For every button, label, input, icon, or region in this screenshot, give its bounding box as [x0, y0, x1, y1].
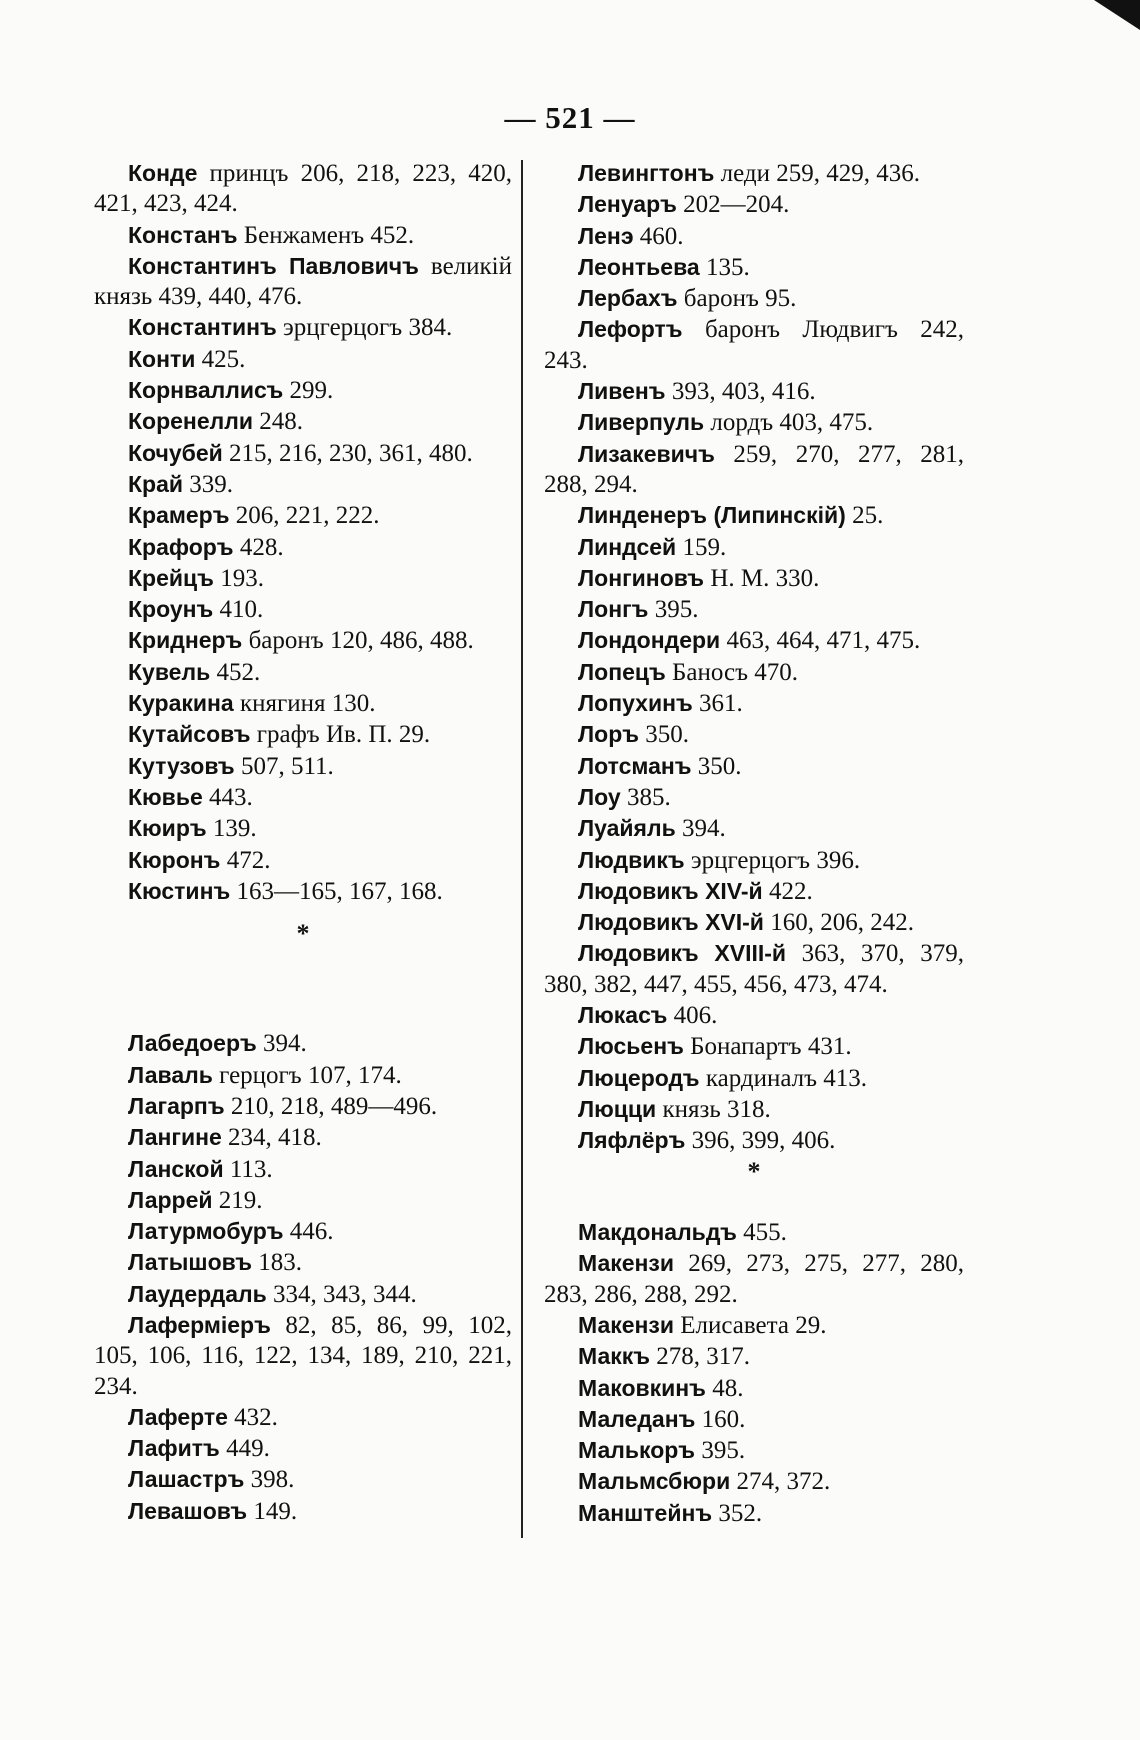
entry-pages: 193.	[213, 564, 264, 592]
index-entry	[544, 845, 964, 876]
index-entry	[94, 845, 512, 876]
entry-pages: Бенжаменъ 452.	[237, 221, 415, 249]
index-entry	[94, 344, 512, 375]
index-entry	[544, 376, 964, 407]
index-entry	[94, 469, 512, 500]
entry-name: Людвикъ	[578, 846, 685, 873]
entry-name: Лаферте	[128, 1403, 228, 1430]
entry-pages: 339.	[183, 470, 234, 498]
entry-pages: 82, 85, 86, 99, 102, 105, 106, 116, 122, 134, 189, 210, 221, 234.	[94, 1311, 512, 1400]
entry-pages: 234, 418.	[221, 1124, 322, 1152]
entry-pages: 385.	[620, 783, 671, 811]
entry-pages: принцъ 206, 218, 223, 420, 421, 423, 424.	[94, 160, 512, 218]
entry-pages: 455.	[736, 1219, 787, 1247]
entry-pages: 472.	[220, 846, 271, 874]
entry-pages: княгиня 130.	[233, 690, 376, 718]
entry-pages: 159.	[676, 533, 727, 561]
entry-name: Макдональдъ	[578, 1219, 737, 1246]
index-entry	[544, 657, 964, 688]
entry-pages: Н. М. 330.	[704, 564, 820, 592]
entry-name: Лашастръ	[128, 1466, 245, 1493]
entry-pages: 393, 403, 416.	[665, 378, 816, 406]
entry-pages: 219.	[212, 1186, 263, 1214]
index-entry	[544, 1466, 964, 1497]
entry-pages: 394.	[675, 815, 726, 843]
index-entry	[544, 688, 964, 719]
entry-name: Куракина	[128, 690, 234, 717]
index-entry	[544, 1217, 964, 1248]
entry-pages: 352.	[712, 1499, 763, 1527]
entry-pages: леди 259, 429, 436.	[714, 160, 920, 187]
entry-name: Люкасъ	[578, 1002, 668, 1029]
entry-pages: эрцгерцогъ 396.	[684, 846, 861, 874]
index-entry	[544, 1063, 964, 1094]
entry-name: Макензи	[578, 1250, 674, 1277]
index-entry	[94, 688, 512, 719]
index-entry	[94, 563, 512, 594]
index-entry	[544, 751, 964, 782]
entry-pages: 278, 317.	[650, 1343, 751, 1371]
entry-pages: 410.	[213, 596, 264, 624]
index-entry	[544, 1373, 964, 1404]
index-entry	[544, 1125, 964, 1156]
index-entry	[544, 1498, 964, 1529]
entry-name: Кутайсовъ	[128, 721, 251, 748]
entry-pages: 149.	[247, 1497, 298, 1525]
index-entry	[544, 876, 964, 907]
index-entry	[544, 782, 964, 813]
index-entry	[94, 657, 512, 688]
entry-name: Лагарпъ	[128, 1092, 225, 1119]
index-entry	[94, 438, 512, 469]
entry-pages: баронъ 95.	[677, 285, 797, 313]
index-entry	[544, 1000, 964, 1031]
left-column	[94, 158, 512, 1527]
index-group-k	[94, 158, 512, 907]
entry-pages: 432.	[227, 1403, 278, 1431]
entry-pages: 274, 372.	[730, 1468, 831, 1496]
entry-pages: герцогъ 107, 174.	[212, 1061, 402, 1089]
entry-pages: 446.	[283, 1218, 334, 1246]
entry-name: Лабедоеръ	[128, 1030, 257, 1057]
section-separator: *	[296, 919, 310, 949]
entry-pages: 248.	[252, 408, 303, 436]
entry-name: Кювье	[128, 783, 203, 810]
entry-name: Маледанъ	[578, 1405, 696, 1432]
entry-name: Конти	[128, 345, 196, 372]
entry-name: Лопухинъ	[578, 690, 693, 717]
entry-pages: 422.	[762, 877, 813, 905]
entry-name: Малькоръ	[578, 1437, 696, 1464]
entry-name: Кочубей	[128, 439, 223, 466]
entry-name: Манштейнъ	[578, 1499, 713, 1526]
index-entry	[94, 1402, 512, 1433]
entry-pages: 361.	[692, 690, 743, 718]
entry-name: Лаферміеръ	[128, 1311, 271, 1338]
entry-name: Люсьенъ	[578, 1033, 684, 1060]
entry-name: Лизакевичъ	[578, 440, 715, 467]
entry-pages: лордъ 403, 475.	[704, 409, 874, 437]
index-entry	[94, 876, 512, 907]
entry-name: Лаудердаль	[128, 1280, 267, 1307]
entry-name: Кроунъ	[128, 596, 214, 623]
entry-name: Левашовъ	[128, 1497, 248, 1524]
index-entry	[544, 252, 964, 283]
index-entry	[544, 1248, 964, 1310]
index-entry	[94, 220, 512, 251]
entry-name: Криднеръ	[128, 627, 243, 654]
index-entry	[94, 782, 512, 813]
entry-name: Константинъ	[128, 314, 277, 341]
entry-pages: кардиналъ 413.	[699, 1064, 868, 1092]
entry-pages: 398.	[244, 1466, 295, 1494]
entry-name: Крамеръ	[128, 502, 230, 529]
entry-pages: 395.	[648, 596, 699, 624]
index-entry	[544, 1031, 964, 1062]
index-entry	[544, 189, 964, 220]
entry-name: Леонтьева	[578, 253, 700, 280]
entry-pages: баронъ 120, 486, 488.	[242, 627, 474, 655]
entry-name: Лангине	[128, 1124, 222, 1151]
entry-name: Ларрей	[128, 1186, 213, 1213]
entry-name: Люцци	[578, 1095, 657, 1122]
entry-name: Констанъ	[128, 221, 238, 248]
entry-pages: князь 318.	[656, 1095, 771, 1123]
entry-name: Ливерпуль	[578, 409, 705, 436]
entry-pages: Елисавета 29.	[674, 1311, 827, 1339]
index-entry	[544, 563, 964, 594]
entry-pages: 139.	[206, 815, 257, 843]
index-entry	[94, 1154, 512, 1185]
entry-name: Константинъ Павловичъ	[128, 252, 419, 279]
entry-pages: эрцгерцогъ 384.	[276, 314, 453, 342]
entry-pages: 160.	[695, 1405, 746, 1433]
entry-pages: 299.	[283, 377, 334, 405]
index-entry	[94, 1247, 512, 1278]
index-entry	[544, 439, 964, 501]
entry-pages: 135.	[699, 253, 750, 281]
index-entry	[544, 221, 964, 252]
index-entry	[544, 500, 964, 531]
index-entry	[544, 1435, 964, 1466]
entry-name: Лотсманъ	[578, 752, 692, 779]
index-entry	[94, 1310, 512, 1402]
entry-name: Ляфлёръ	[578, 1127, 686, 1154]
entry-name: Лаваль	[128, 1061, 213, 1088]
entry-pages: 160, 206, 242.	[763, 909, 914, 937]
index-entry	[94, 1496, 512, 1527]
page-number: — 521 —	[504, 100, 636, 135]
index-entry	[544, 1341, 964, 1372]
entry-pages: графъ Ив. П. 29.	[250, 721, 431, 749]
entry-name: Ланской	[128, 1155, 224, 1182]
index-entry	[94, 751, 512, 782]
entry-pages: 215, 216, 230, 361, 480.	[222, 439, 473, 467]
index-entry	[94, 1122, 512, 1153]
entry-name: Мальмсбюри	[578, 1468, 731, 1495]
entry-name: Кюиръ	[128, 815, 207, 842]
index-entry	[544, 314, 964, 376]
index-entry	[544, 719, 964, 750]
entry-pages: 463, 464, 471, 475.	[720, 627, 921, 655]
entry-pages: 449.	[219, 1435, 270, 1463]
entry-name: Линденеръ (Липинскій)	[578, 502, 846, 529]
entry-pages: 425.	[195, 345, 246, 373]
index-entry	[544, 1404, 964, 1435]
entry-name: Лефортъ	[578, 316, 683, 343]
index-entry	[94, 312, 512, 343]
index-entry	[544, 158, 964, 189]
entry-name: Кувель	[128, 658, 211, 685]
entry-pages: 452.	[210, 658, 261, 686]
index-entry	[544, 532, 964, 563]
entry-pages: 113.	[223, 1155, 273, 1183]
index-entry	[544, 938, 964, 1000]
entry-pages: Баносъ 470.	[665, 658, 799, 686]
entry-name: Лондондери	[578, 627, 721, 654]
entry-pages: 25.	[845, 502, 884, 530]
index-entry	[94, 158, 512, 220]
entry-pages: 202—204.	[676, 191, 790, 219]
entry-name: Маккъ	[578, 1343, 651, 1370]
entry-pages: 210, 218, 489—496.	[224, 1092, 438, 1120]
entry-name: Корнваллисъ	[128, 377, 284, 404]
entry-name: Край	[128, 470, 184, 497]
entry-pages: 259, 270, 277, 281, 288, 294.	[544, 440, 964, 498]
entry-name: Лоръ	[578, 721, 640, 748]
entry-pages: 334, 343, 344.	[266, 1280, 417, 1308]
scan-corner-mark	[1094, 0, 1140, 30]
index-group-m	[544, 1217, 964, 1529]
index-group-l-continued	[544, 158, 964, 1157]
entry-pages: 350.	[691, 752, 742, 780]
index-entry	[94, 1464, 512, 1495]
index-entry	[94, 406, 512, 437]
entry-name: Левингтонъ	[578, 160, 715, 186]
entry-name: Людовикъ XVIII-й	[578, 940, 787, 967]
entry-name: Лафитъ	[128, 1435, 220, 1462]
entry-name: Лоу	[578, 783, 621, 810]
index-entry	[94, 500, 512, 531]
entry-name: Людовикъ XVI-й	[578, 909, 764, 936]
index-entry	[544, 1310, 964, 1341]
entry-pages: великій князь 439, 440, 476.	[94, 252, 512, 311]
entry-pages: 350.	[639, 721, 690, 749]
entry-name: Латышовъ	[128, 1249, 252, 1276]
index-entry	[94, 251, 512, 313]
entry-pages: 48.	[705, 1374, 744, 1402]
index-entry	[94, 375, 512, 406]
entry-name: Лопецъ	[578, 658, 666, 685]
entry-pages: 428.	[233, 533, 284, 561]
index-entry	[94, 1216, 512, 1247]
index-entry	[94, 1060, 512, 1091]
index-group-l	[94, 1028, 512, 1527]
entry-pages: Бонапартъ 431.	[683, 1033, 852, 1061]
index-entry	[94, 719, 512, 750]
entry-pages: 406.	[667, 1002, 718, 1030]
entry-name: Лонгиновъ	[578, 564, 705, 591]
entry-name: Кутузовъ	[128, 752, 235, 779]
index-entry	[544, 283, 964, 314]
entry-name: Люцеродъ	[578, 1064, 700, 1091]
entry-pages: 163—165, 167, 168.	[230, 877, 443, 905]
entry-name: Кюстинъ	[128, 877, 231, 904]
entry-pages: 206, 221, 222.	[229, 502, 380, 530]
entry-pages: баронъ Людвигъ 242, 243.	[544, 316, 964, 374]
entry-name: Линдсей	[578, 533, 677, 560]
index-entry	[544, 907, 964, 938]
entry-name: Латурмобуръ	[128, 1218, 284, 1245]
index-entry	[94, 625, 512, 656]
index-entry	[94, 594, 512, 625]
entry-name: Крафоръ	[128, 533, 234, 560]
index-entry	[544, 1094, 964, 1125]
entry-name: Маковкинъ	[578, 1374, 706, 1401]
section-separator: *	[747, 1156, 761, 1186]
entry-pages: 394.	[256, 1030, 307, 1058]
index-entry	[544, 625, 964, 656]
column-divider	[521, 160, 523, 1538]
right-column	[544, 158, 964, 1529]
entry-pages: 443.	[202, 783, 253, 811]
entry-name: Конде	[128, 160, 198, 186]
entry-name: Лербахъ	[578, 285, 678, 312]
entry-name: Лонгъ	[578, 596, 649, 623]
entry-name: Ленуаръ	[578, 191, 677, 218]
index-entry	[94, 1185, 512, 1216]
entry-pages: 183.	[251, 1249, 302, 1277]
entry-pages: 395.	[695, 1437, 746, 1465]
entry-name: Ленэ	[578, 222, 634, 249]
index-entry	[544, 594, 964, 625]
entry-name: Крейцъ	[128, 564, 214, 591]
index-entry	[94, 1028, 512, 1059]
index-entry	[94, 813, 512, 844]
index-entry	[94, 532, 512, 563]
entry-pages: 507, 511.	[234, 752, 334, 780]
index-entry	[544, 407, 964, 438]
entry-pages: 363, 370, 379, 380, 382, 447, 455, 456, 473, 474.	[544, 940, 964, 998]
entry-pages: 460.	[633, 222, 684, 250]
entry-name: Кюронъ	[128, 846, 221, 873]
entry-name: Луайяль	[578, 815, 676, 842]
index-entry	[94, 1433, 512, 1464]
index-entry	[544, 813, 964, 844]
index-entry	[94, 1279, 512, 1310]
entry-pages: 269, 273, 275, 277, 280, 283, 286, 288, 292.	[544, 1250, 964, 1308]
entry-name: Людовикъ XIV-й	[578, 877, 763, 904]
entry-name: Ливенъ	[578, 378, 666, 405]
index-entry	[94, 1091, 512, 1122]
entry-name: Коренелли	[128, 408, 253, 435]
entry-name: Макензи	[578, 1311, 674, 1338]
entry-pages: 396, 399, 406.	[685, 1127, 836, 1155]
